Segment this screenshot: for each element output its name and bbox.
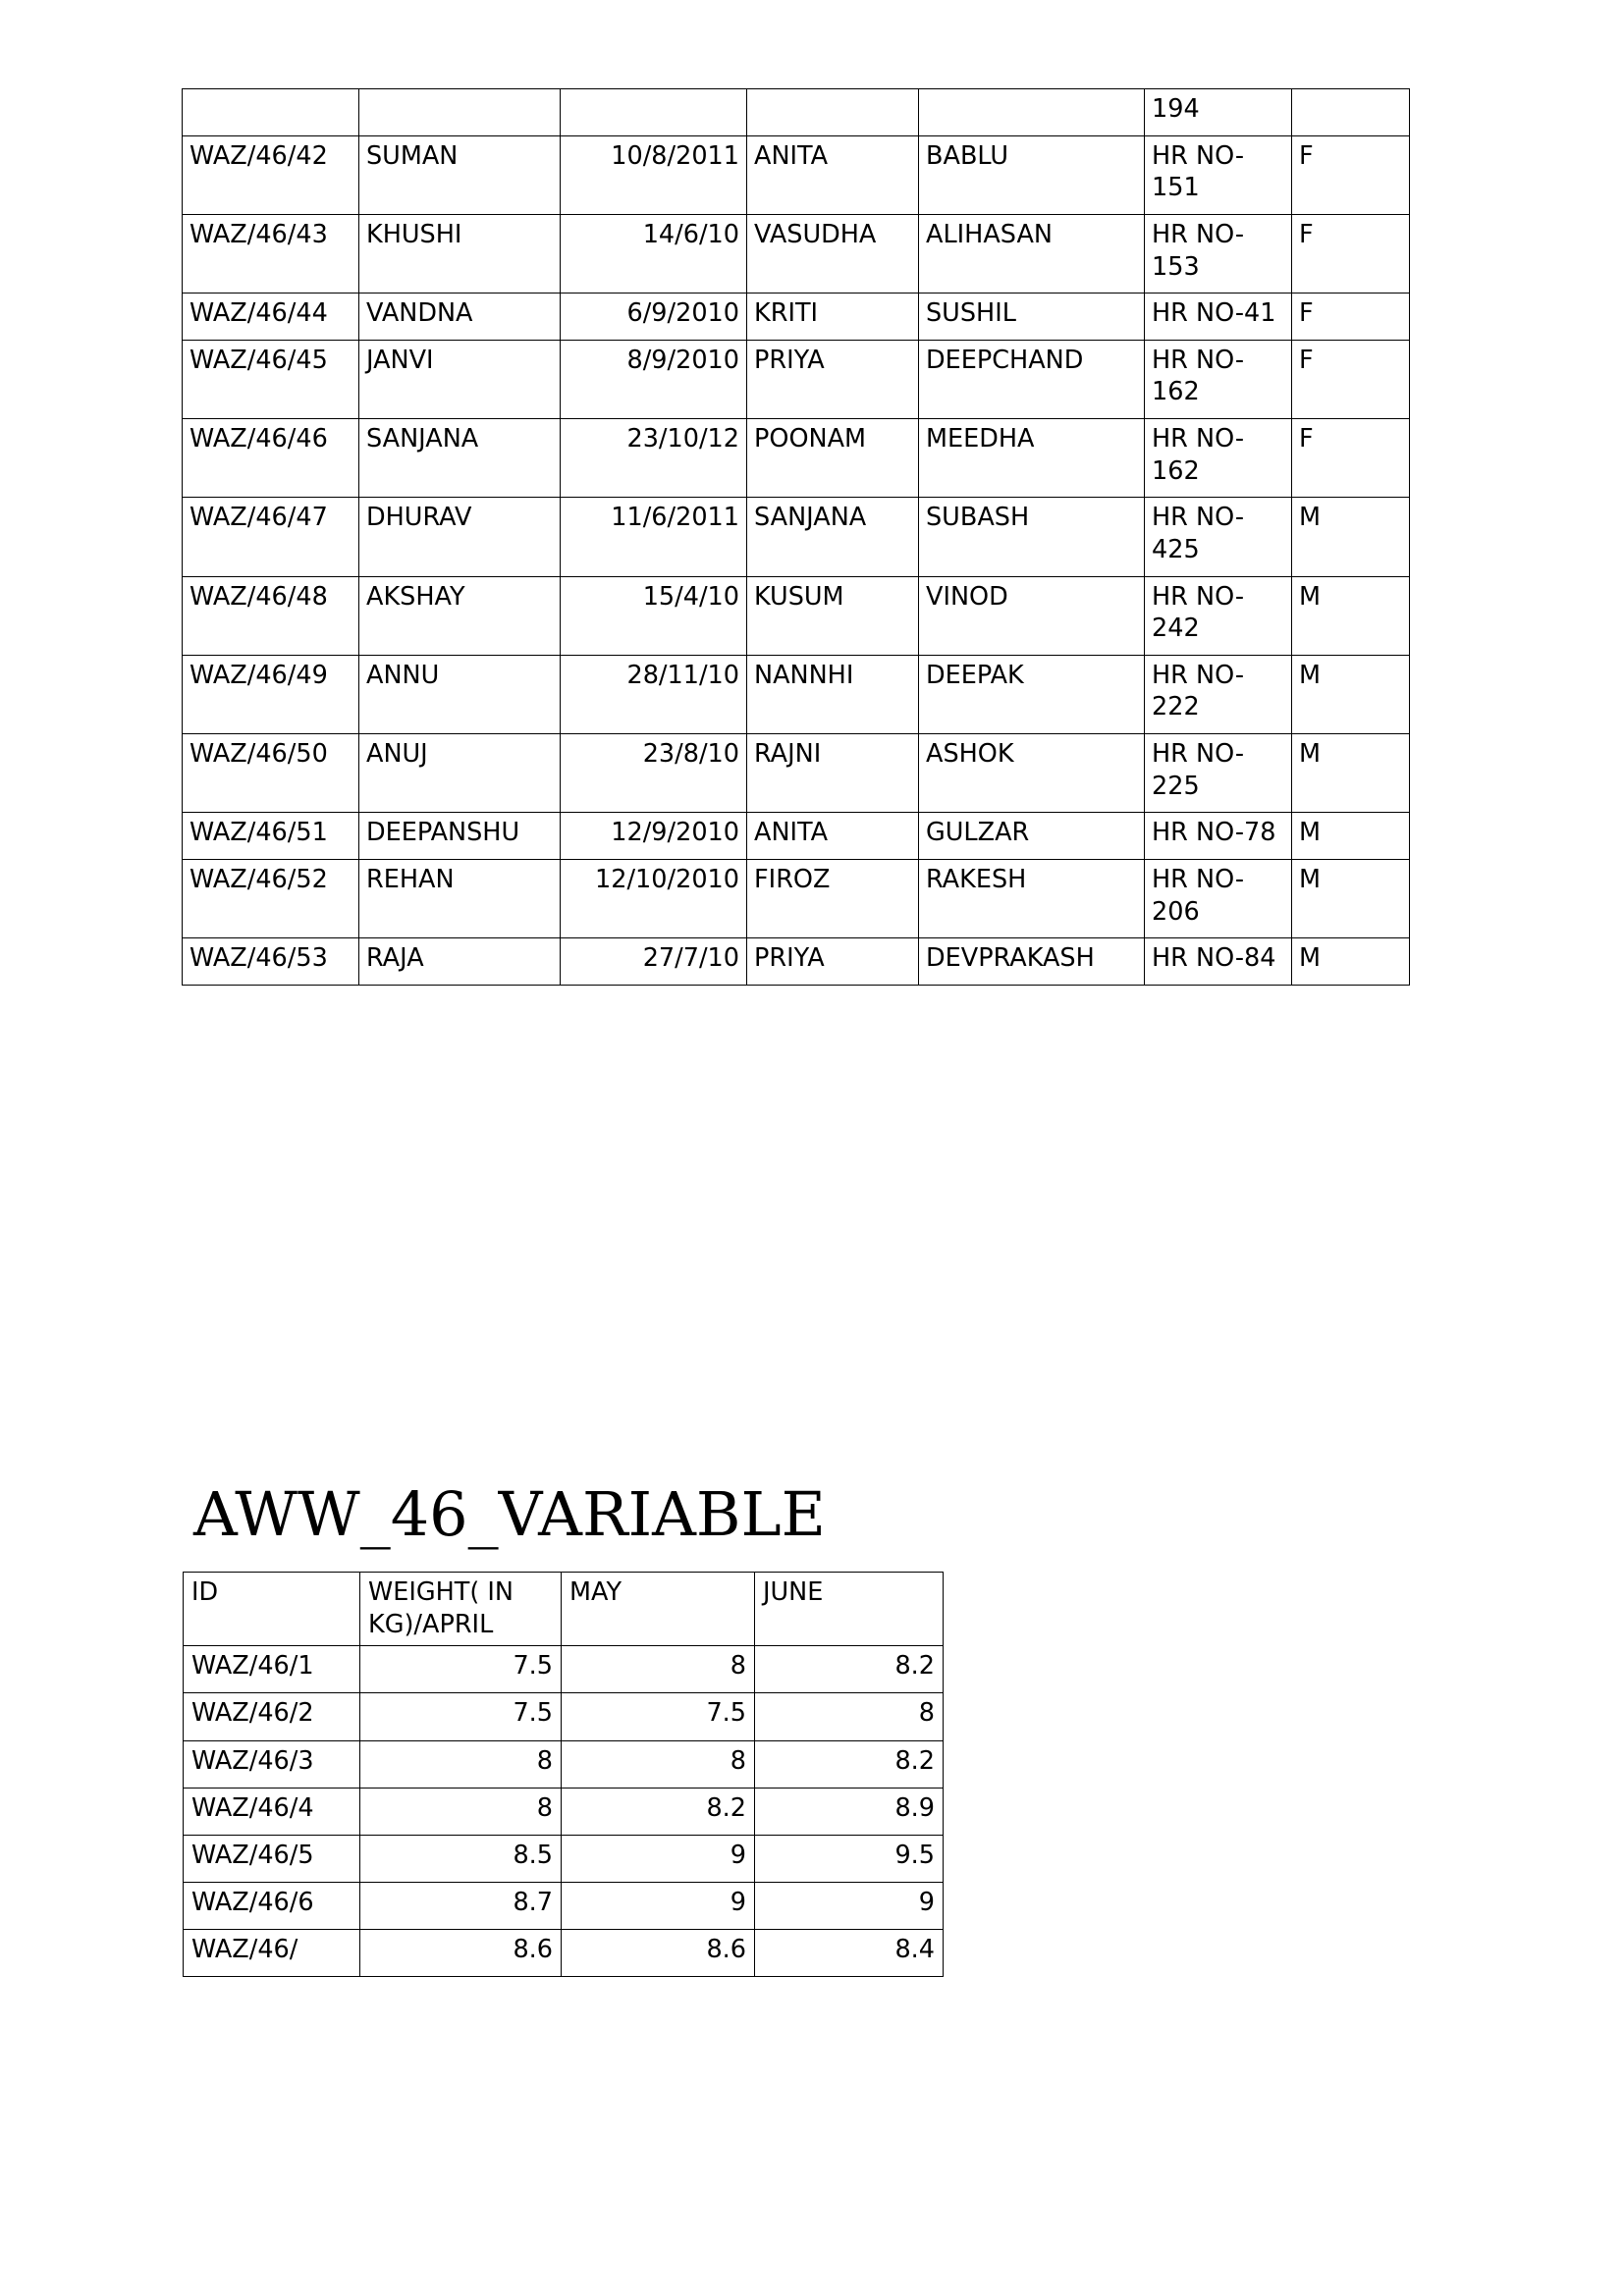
table-row [183, 655, 1410, 733]
cell-hr-no: 194 [1145, 89, 1292, 136]
table-header-row [184, 1573, 944, 1646]
cell-father: MEEDHA [919, 419, 1145, 498]
cell-id: WAZ/46/43 [183, 214, 359, 293]
cell-id: WAZ/46/6 [184, 1882, 360, 1929]
cell-id: WAZ/46/42 [183, 135, 359, 214]
cell-father: DEVPRAKASH [919, 938, 1145, 986]
column-header-id: ID [184, 1573, 360, 1646]
table-row [184, 1882, 944, 1929]
cell-may: 8 [562, 1740, 755, 1788]
cell-june: 8.2 [755, 1740, 944, 1788]
table-row [183, 340, 1410, 418]
cell-id: WAZ/46/1 [184, 1646, 360, 1693]
cell-mother: KRITI [747, 294, 919, 341]
cell-mother: KUSUM [747, 576, 919, 655]
cell-father: ASHOK [919, 734, 1145, 813]
table-row [184, 1788, 944, 1835]
cell-dob [561, 89, 747, 136]
cell-father: GULZAR [919, 813, 1145, 860]
cell-hr-no: HR NO-225 [1145, 734, 1292, 813]
cell-april: 7.5 [360, 1693, 562, 1740]
table-row [184, 1740, 944, 1788]
cell-mother: FIROZ [747, 859, 919, 937]
cell-id: WAZ/46/5 [184, 1835, 360, 1882]
cell-sex: M [1292, 734, 1410, 813]
variable-table-head [184, 1573, 944, 1646]
cell-father: SUSHIL [919, 294, 1145, 341]
cell-name: SANJANA [359, 419, 561, 498]
cell-father: DEEPAK [919, 655, 1145, 733]
cell-id: WAZ/46/ [184, 1930, 360, 1977]
cell-may: 8.6 [562, 1930, 755, 1977]
cell-name: REHAN [359, 859, 561, 937]
table-row [183, 214, 1410, 293]
cell-father [919, 89, 1145, 136]
variable-table-container [183, 1572, 935, 1977]
table-row [183, 859, 1410, 937]
cell-id: WAZ/46/51 [183, 813, 359, 860]
table-row [183, 734, 1410, 813]
cell-april: 8 [360, 1740, 562, 1788]
cell-may: 7.5 [562, 1693, 755, 1740]
cell-sex: F [1292, 419, 1410, 498]
variable-table [183, 1572, 944, 1977]
table-row [183, 938, 1410, 986]
cell-name: SUMAN [359, 135, 561, 214]
cell-id: WAZ/46/48 [183, 576, 359, 655]
cell-dob: 15/4/10 [561, 576, 747, 655]
cell-june: 8.4 [755, 1930, 944, 1977]
cell-id: WAZ/46/50 [183, 734, 359, 813]
cell-dob: 27/7/10 [561, 938, 747, 986]
cell-id: WAZ/46/4 [184, 1788, 360, 1835]
cell-dob: 12/10/2010 [561, 859, 747, 937]
table-row [184, 1693, 944, 1740]
cell-sex: M [1292, 655, 1410, 733]
cell-id: WAZ/46/53 [183, 938, 359, 986]
cell-sex: M [1292, 813, 1410, 860]
cell-dob: 14/6/10 [561, 214, 747, 293]
cell-june: 9 [755, 1882, 944, 1929]
cell-hr-no: HR NO-206 [1145, 859, 1292, 937]
cell-father: DEEPCHAND [919, 340, 1145, 418]
cell-id: WAZ/46/3 [184, 1740, 360, 1788]
variable-table-body [184, 1646, 944, 1977]
cell-hr-no: HR NO-425 [1145, 498, 1292, 576]
column-header-weight: WEIGHT( IN KG)/APRIL [360, 1573, 562, 1646]
cell-hr-no: HR NO-151 [1145, 135, 1292, 214]
cell-mother: POONAM [747, 419, 919, 498]
cell-may: 9 [562, 1835, 755, 1882]
cell-june: 8.2 [755, 1646, 944, 1693]
cell-dob: 8/9/2010 [561, 340, 747, 418]
records-table-container [182, 88, 1322, 986]
cell-mother: RAJNI [747, 734, 919, 813]
cell-id: WAZ/46/49 [183, 655, 359, 733]
table-row [183, 419, 1410, 498]
cell-may: 8.2 [562, 1788, 755, 1835]
cell-father: VINOD [919, 576, 1145, 655]
cell-dob: 23/8/10 [561, 734, 747, 813]
page-title: AWW_46_VARIABLE [193, 1478, 826, 1550]
cell-mother: SANJANA [747, 498, 919, 576]
cell-sex: M [1292, 498, 1410, 576]
cell-sex: M [1292, 576, 1410, 655]
cell-sex: F [1292, 214, 1410, 293]
cell-dob: 10/8/2011 [561, 135, 747, 214]
column-header-may: MAY [562, 1573, 755, 1646]
table-row [184, 1835, 944, 1882]
cell-hr-no: HR NO-153 [1145, 214, 1292, 293]
cell-hr-no: HR NO-84 [1145, 938, 1292, 986]
table-row [183, 498, 1410, 576]
cell-mother: ANITA [747, 135, 919, 214]
cell-hr-no: HR NO-242 [1145, 576, 1292, 655]
cell-june: 8 [755, 1693, 944, 1740]
cell-hr-no: HR NO-162 [1145, 419, 1292, 498]
cell-name: DEEPANSHU [359, 813, 561, 860]
table-row [184, 1646, 944, 1693]
cell-sex: M [1292, 938, 1410, 986]
cell-sex: F [1292, 294, 1410, 341]
cell-mother: ANITA [747, 813, 919, 860]
table-row-partial [183, 89, 1410, 136]
cell-sex [1292, 89, 1410, 136]
cell-dob: 23/10/12 [561, 419, 747, 498]
cell-id: WAZ/46/2 [184, 1693, 360, 1740]
table-row [184, 1930, 944, 1977]
cell-april: 8.7 [360, 1882, 562, 1929]
records-table-body [183, 89, 1410, 986]
cell-mother [747, 89, 919, 136]
cell-father: RAKESH [919, 859, 1145, 937]
cell-name: AKSHAY [359, 576, 561, 655]
cell-father: BABLU [919, 135, 1145, 214]
cell-sex: F [1292, 340, 1410, 418]
cell-april: 8.5 [360, 1835, 562, 1882]
cell-id: WAZ/46/44 [183, 294, 359, 341]
table-row [183, 135, 1410, 214]
cell-name: RAJA [359, 938, 561, 986]
cell-june: 8.9 [755, 1788, 944, 1835]
cell-hr-no: HR NO-162 [1145, 340, 1292, 418]
table-row [183, 294, 1410, 341]
cell-name: KHUSHI [359, 214, 561, 293]
cell-name: JANVI [359, 340, 561, 418]
cell-id: WAZ/46/46 [183, 419, 359, 498]
cell-id: WAZ/46/52 [183, 859, 359, 937]
cell-dob: 11/6/2011 [561, 498, 747, 576]
cell-name: DHURAV [359, 498, 561, 576]
cell-hr-no: HR NO-78 [1145, 813, 1292, 860]
cell-mother: PRIYA [747, 340, 919, 418]
cell-id [183, 89, 359, 136]
cell-may: 9 [562, 1882, 755, 1929]
cell-mother: PRIYA [747, 938, 919, 986]
cell-mother: VASUDHA [747, 214, 919, 293]
cell-april: 8.6 [360, 1930, 562, 1977]
table-row [183, 576, 1410, 655]
cell-april: 7.5 [360, 1646, 562, 1693]
cell-name: VANDNA [359, 294, 561, 341]
cell-id: WAZ/46/47 [183, 498, 359, 576]
cell-may: 8 [562, 1646, 755, 1693]
cell-dob: 6/9/2010 [561, 294, 747, 341]
cell-father: ALIHASAN [919, 214, 1145, 293]
cell-father: SUBASH [919, 498, 1145, 576]
cell-name [359, 89, 561, 136]
cell-name: ANUJ [359, 734, 561, 813]
table-row [183, 813, 1410, 860]
cell-name: ANNU [359, 655, 561, 733]
cell-hr-no: HR NO-41 [1145, 294, 1292, 341]
cell-mother: NANNHI [747, 655, 919, 733]
records-table [182, 88, 1410, 986]
cell-sex: M [1292, 859, 1410, 937]
cell-id: WAZ/46/45 [183, 340, 359, 418]
cell-april: 8 [360, 1788, 562, 1835]
cell-june: 9.5 [755, 1835, 944, 1882]
cell-dob: 28/11/10 [561, 655, 747, 733]
column-header-june: JUNE [755, 1573, 944, 1646]
cell-dob: 12/9/2010 [561, 813, 747, 860]
cell-sex: F [1292, 135, 1410, 214]
cell-hr-no: HR NO-222 [1145, 655, 1292, 733]
